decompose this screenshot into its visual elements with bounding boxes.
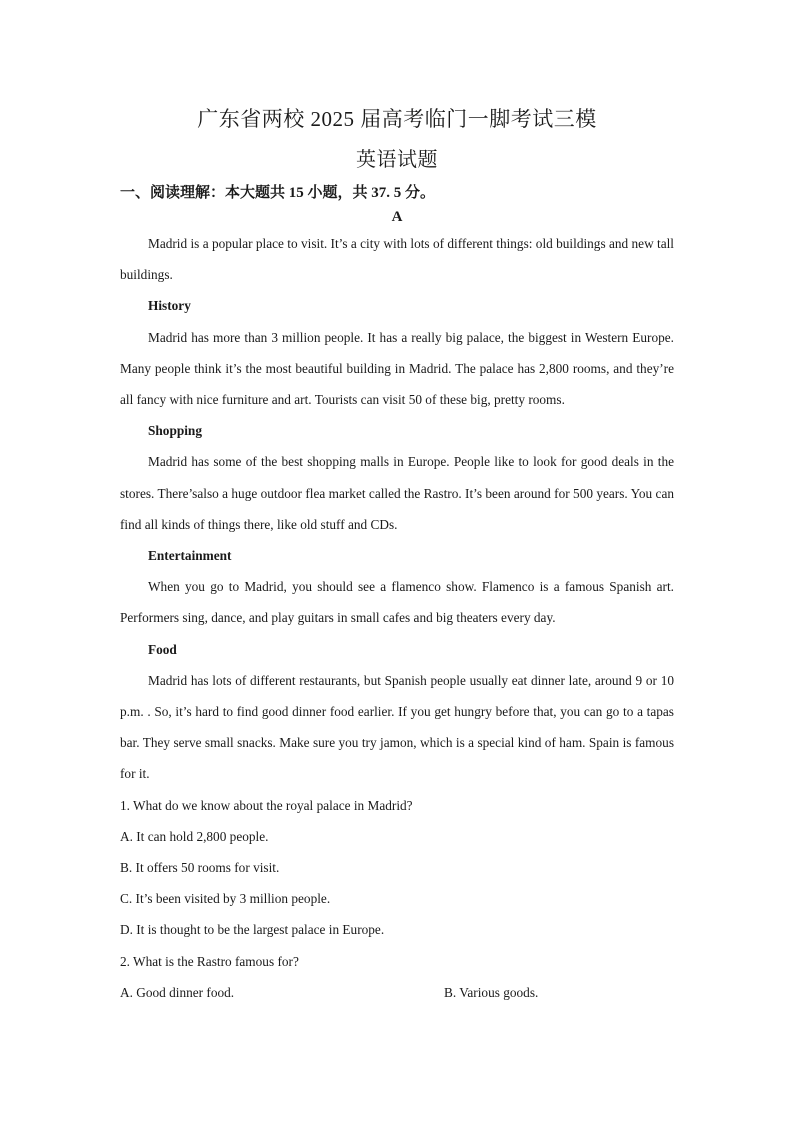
question-2-option-a: A. Good dinner food.	[120, 984, 235, 1000]
section-heading: 一、阅读理解：本大题共 15 小题，共 37. 5 分。	[120, 185, 436, 201]
question-1-option-a: A. It can hold 2,800 people.	[120, 828, 269, 844]
subheading-shopping: Shopping	[148, 423, 202, 439]
question-1-option-c: C. It’s been visited by 3 million people.	[120, 891, 331, 907]
passage-body	[120, 228, 674, 1008]
passage-label: A	[391, 209, 403, 225]
paragraph-shopping: Madrid has some of the best shopping malls in Europe. People like to look for good deals in the stores. There’salso a huge outdoor flea market called the Rastro. It’s been around for 500 years. You can find all kinds of things there, like old stuff and CDs.	[120, 454, 674, 532]
subheading-history: History	[148, 298, 191, 314]
question-1-option-b: B. It offers 50 rooms for visit.	[120, 860, 280, 876]
paragraph-food: Madrid has lots of different restaurants, but Spanish people usually eat dinner late, around 9 or 10 p.m. . So, it’s hard to find good dinner food earlier. If you get hungry before that, you can go to a tapas bar. They serve small snacks. Make sure you try jamon, which is a special kind of ham. Spain is famous for it.	[120, 672, 674, 782]
passage-intro: Madrid is a popular place to visit. It’s a city with lots of different things: old buildings and new tall buildings.	[120, 236, 674, 283]
paragraph-entertainment: When you go to Madrid, you should see a flamenco show. Flamenco is a famous Spanish art. Performers sing, dance, and play guitars in small cafes and big theaters every day.	[120, 579, 674, 626]
question-2-options-row	[120, 977, 674, 1008]
subheading-entertainment: Entertainment	[148, 548, 232, 564]
question-2-stem: 2. What is the Rastro famous for?	[120, 953, 299, 969]
exam-subject-title: 英语试题	[356, 149, 438, 171]
question-1-option-d: D. It is thought to be the largest palace in Europe.	[120, 922, 385, 938]
paragraph-history: Madrid has more than 3 million people. It has a really big palace, the biggest in Western Europe. Many people think it’s the most beautiful building in Madrid. The palace has 2,800 rooms, and they’re all fancy with nice furniture and art. Tourists can visit 50 of these big, pretty rooms.	[120, 329, 674, 408]
question-1-stem: 1. What do we know about the royal palace in Madrid?	[120, 797, 413, 813]
subheading-food: Food	[148, 641, 177, 657]
question-2-option-b: B. Various goods.	[444, 984, 539, 1000]
exam-title: 广东省两校 2025 届高考临门一脚考试三模	[197, 107, 597, 131]
